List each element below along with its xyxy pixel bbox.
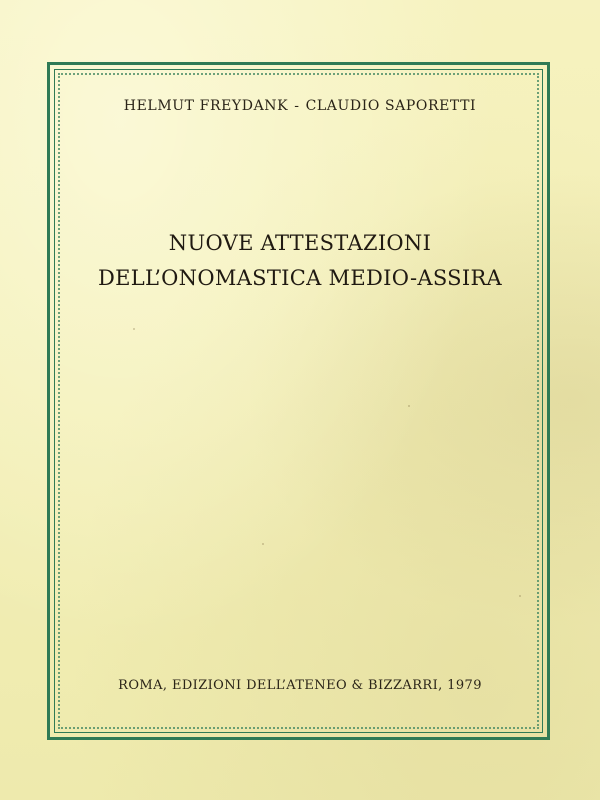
title-line-1: NUOVE ATTESTAZIONI bbox=[168, 231, 432, 255]
author-separator: - bbox=[294, 98, 300, 114]
paper-speck bbox=[519, 595, 521, 597]
dotted-border-frame bbox=[58, 73, 539, 729]
paper-speck bbox=[408, 405, 410, 407]
title-line-2: DELL’ONOMASTICA MEDIO-ASSIRA bbox=[97, 266, 503, 290]
author-line bbox=[60, 98, 540, 114]
author-freydank: HELMUT FREYDANK bbox=[123, 98, 289, 114]
author-saporetti: CLAUDIO SAPORETTI bbox=[305, 98, 477, 114]
book-title bbox=[60, 226, 540, 296]
paper-speck bbox=[133, 328, 135, 330]
paper-speck bbox=[262, 543, 264, 545]
publisher-imprint: ROMA, EDIZIONI DELL’ATENEO & BIZZARRI, 1979 bbox=[118, 678, 482, 693]
